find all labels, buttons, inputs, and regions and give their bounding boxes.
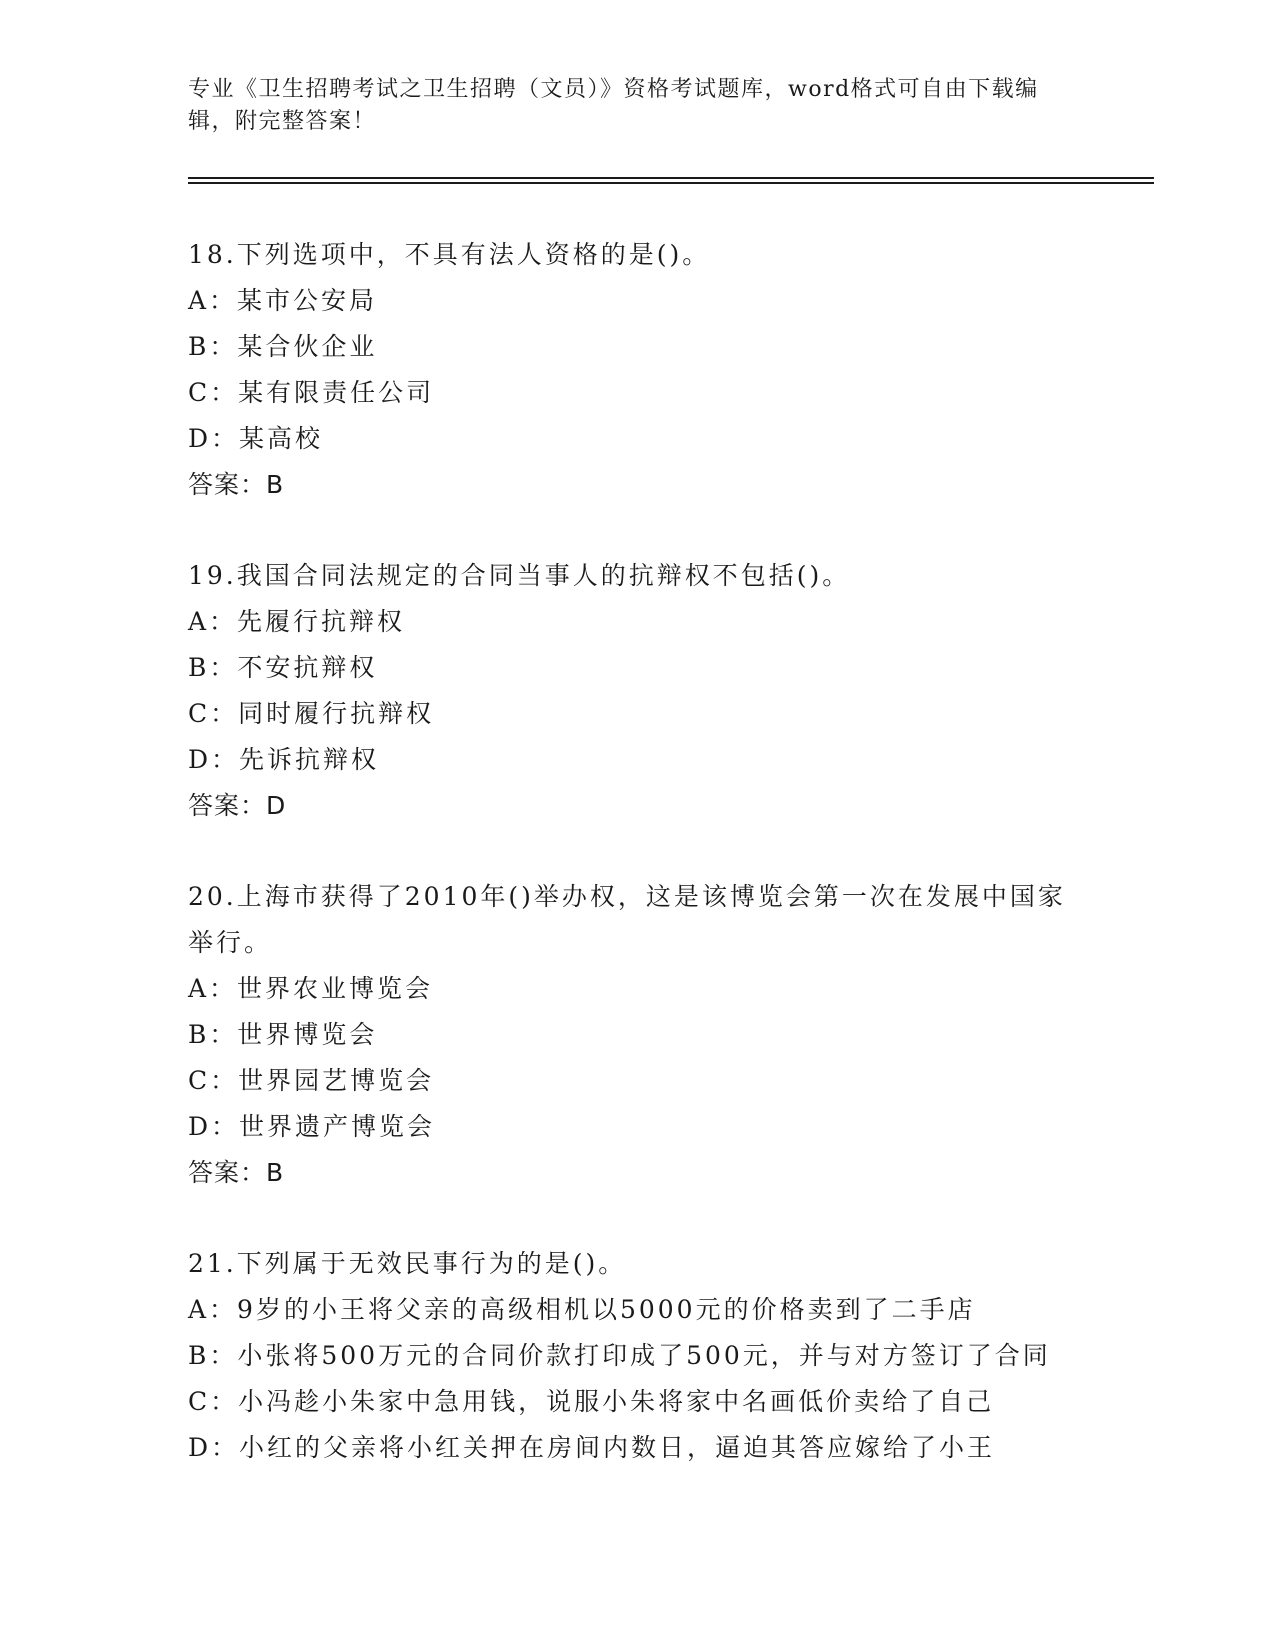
question-19 [188,553,1088,829]
option-b: B：不安抗辩权 [188,653,378,682]
option-d: D：某高校 [188,424,324,453]
option-d: D：小红的父亲将小红关押在房间内数日，逼迫其答应嫁给了小王 [188,1433,996,1462]
option-b: B：小张将500万元的合同价款打印成了500元，并与对方签订了合同 [188,1341,1051,1370]
option-c: C：某有限责任公司 [188,378,435,407]
option-a: A：某市公安局 [188,286,378,315]
question-20 [188,874,1088,1196]
question-stem: 21.下列属于无效民事行为的是()。 [188,1249,627,1278]
option-d: D：先诉抗辩权 [188,745,380,774]
option-a: A：世界农业博览会 [188,974,434,1003]
option-c: C：小冯趁小朱家中急用钱，说服小朱将家中名画低价卖给了自己 [188,1387,995,1416]
question-21 [188,1241,1088,1471]
question-stem: 19.我国合同法规定的合同当事人的抗辩权不包括()。 [188,561,851,590]
question-stem: 20.上海市获得了2010年()举办权，这是该博览会第一次在发展中国家举行。 [188,882,1066,957]
question-stem: 18.下列选项中，不具有法人资格的是()。 [188,240,711,269]
option-c: C：同时履行抗辩权 [188,699,435,728]
header-divider-top [188,177,1154,179]
document-header: 专业《卫生招聘考试之卫生招聘（文员）》资格考试题库，word格式可自由下载编辑，附完整答案！ [188,77,1039,134]
option-b: B：某合伙企业 [188,332,378,361]
option-d: D：世界遗产博览会 [188,1112,436,1141]
header-divider-bottom [188,182,1154,184]
answer-label: 答案：B [188,1158,285,1187]
option-c: C：世界园艺博览会 [188,1066,435,1095]
option-b: B：世界博览会 [188,1020,378,1049]
question-18 [188,232,1088,508]
answer-label: 答案：B [188,470,285,499]
option-a: A：先履行抗辩权 [188,607,406,636]
answer-label: 答案：D [188,791,287,820]
option-a: A：9岁的小王将父亲的高级相机以5000元的价格卖到了二手店 [188,1295,976,1324]
